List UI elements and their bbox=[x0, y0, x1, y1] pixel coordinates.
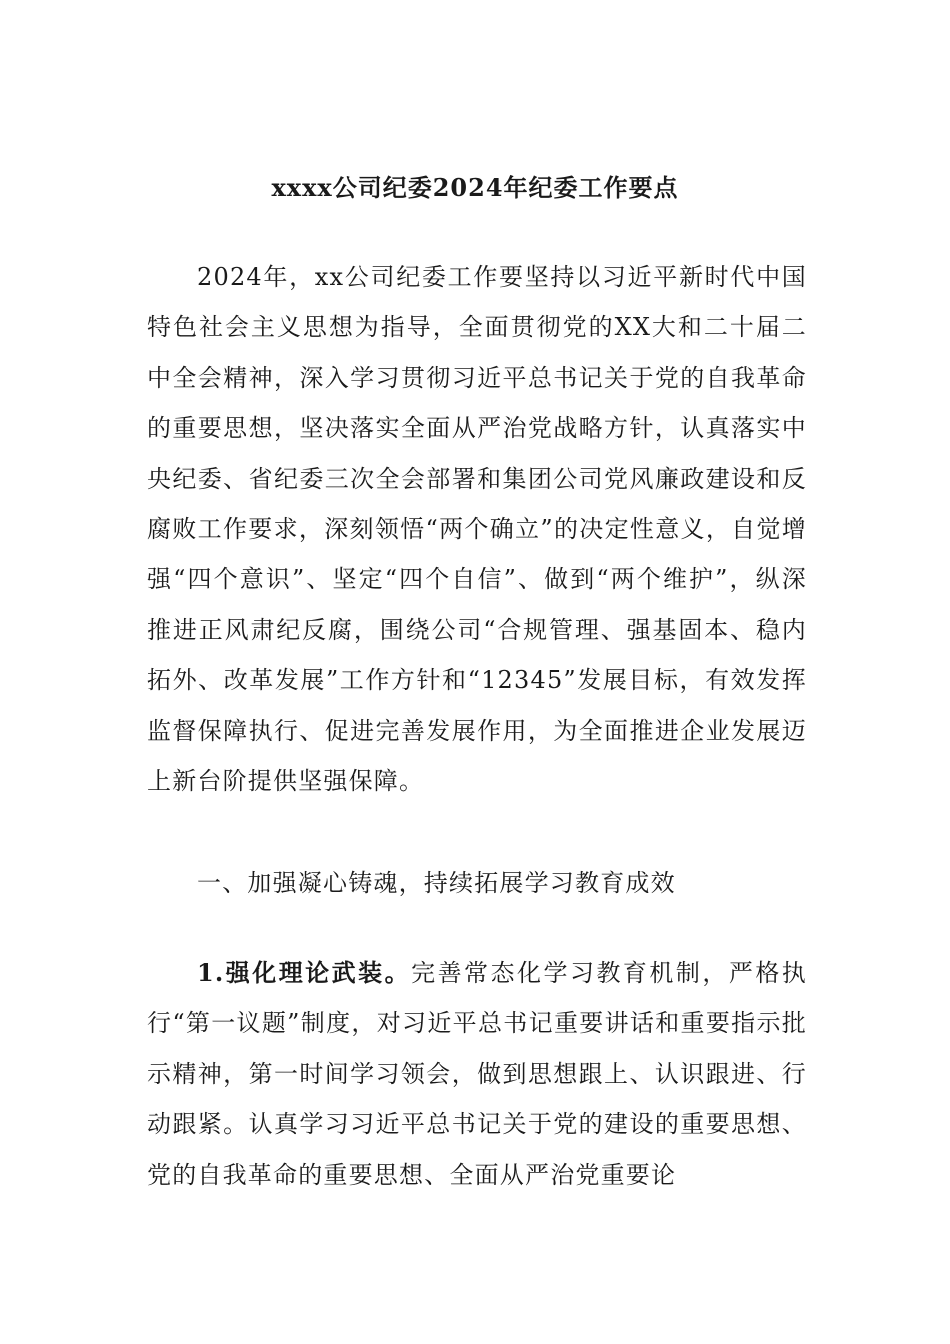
item-1-lead: 1.强化理论武装。 bbox=[197, 958, 412, 987]
intro-paragraph: 2024年，xx公司纪委工作要坚持以习近平新时代中国特色社会主义思想为指导，全面贯彻党的XX大和二十届二中全会精神，深入学习贯彻习近平总书记关于党的自我革命的重要思想，坚决落实全面从严治党战略方针，认真落实中央纪委、省纪委三次全会部署和集团公司党风廉政建设和反腐败工作要求，深刻领悟“两个确立”的决定性意义，自觉增强“四个意识”、坚定“四个自信”、做到“两个维护”，纵深推进正风肃纪反腐，围绕公司“合规管理、强基固本、稳内拓外、改革发展”工作方针和“12345”发展目标，有效发挥监督保障执行、促进完善发展作用，为全面推进企业发展迈上新台阶提供坚强保障。 bbox=[147, 263, 807, 796]
item-1-paragraph bbox=[147, 948, 807, 1200]
document-title: xxxx公司纪委2024年纪委工作要点 bbox=[271, 173, 679, 202]
section-heading-1: 一、加强凝心铸魂，持续拓展学习教育成效 bbox=[197, 869, 676, 897]
item-1-text: 完善常态化学习教育机制，严格执行“第一议题”制度，对习近平总书记重要讲话和重要指示批示精神，第一时间学习领会，做到思想跟上、认识跟进、行动跟紧。认真学习习近平总书记关于党的建设的重要思想、党的自我革命的重要思想、全面从严治党重要论 bbox=[147, 959, 808, 1189]
